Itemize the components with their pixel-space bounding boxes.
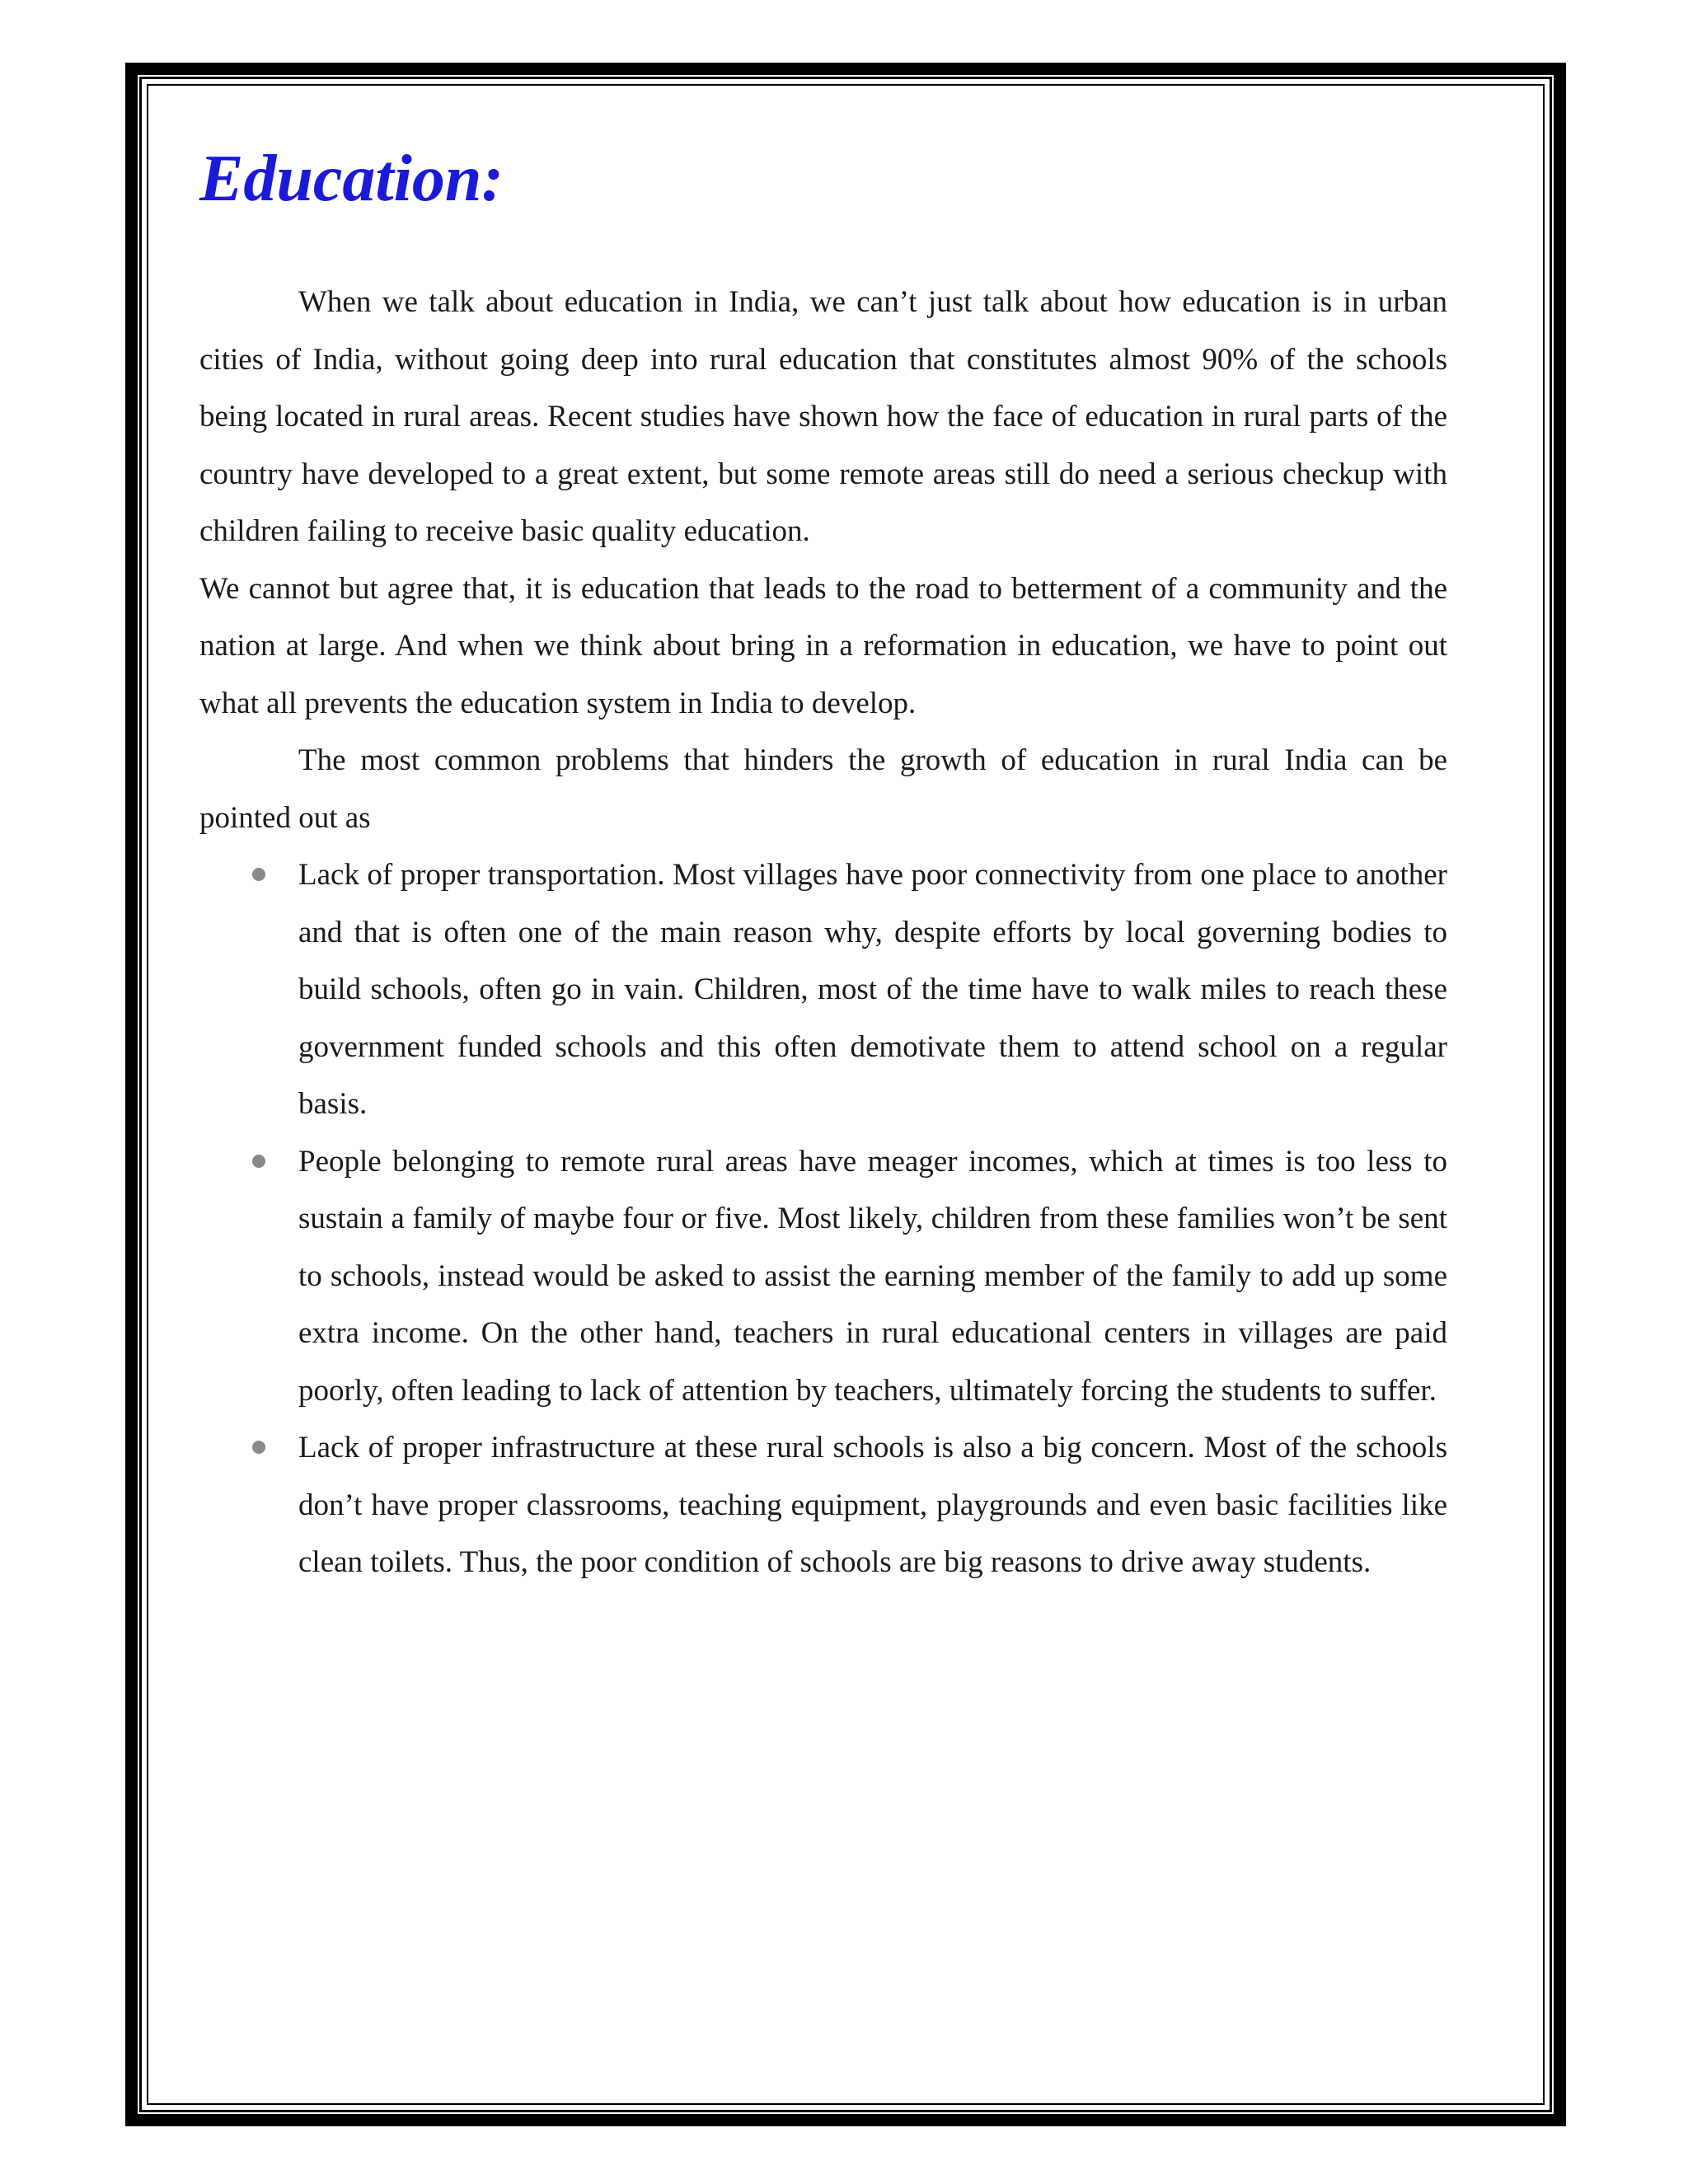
list-item-text: Lack of proper infrastructure at these rural schools is also a big concern. Most of the schools don’t have proper classrooms, teaching equipment, playgrounds and even basic facilities like clean toilets. Thus, the poor condition of schools are big reasons to drive away students. xyxy=(298,1431,1447,1579)
page-title: Education: xyxy=(199,143,504,215)
list-item xyxy=(199,846,1447,1133)
list-item xyxy=(199,1133,1447,1420)
bullet-icon xyxy=(252,1441,265,1454)
list-item-text: People belonging to remote rural areas have meager incomes, which at times is too less to sustain a family of maybe four or five. Most likely, children from these families won’t be sent to schools, instead would be asked to assist the earning member of the family to add up some extra income. On the other hand, teachers in rural educational centers in villages are paid poorly, often leading to lack of attention by teachers, ultimately forcing the students to suffer. xyxy=(298,1144,1447,1408)
bullet-icon xyxy=(252,1155,265,1168)
bullet-icon xyxy=(252,868,265,881)
list-item-text: Lack of proper transportation. Most villages have poor connectivity from one place to another and that is often one of the main reason why, despite efforts by local governing bodies to build schools, often go in vain. Children, most of the time have to walk miles to reach these government funded schools and this often demotivate them to attend school on a regular basis. xyxy=(298,858,1447,1121)
paragraph-intro: When we talk about education in India, we can’t just talk about how education is in urban cities of India, without going deep into rural education that constitutes almost 90% of the schools being located in rural areas. Recent studies have shown how the face of education in rural parts of the country have developed to a great extent, but some remote areas still do need a serious checkup with children failing to receive basic quality education. xyxy=(199,285,1447,548)
problems-list xyxy=(199,846,1447,1591)
document-body xyxy=(199,140,1447,1591)
paragraph-agreement: We cannot but agree that, it is education that leads to the road to betterment of a community and the nation at large. And when we think about bring in a reformation in education, we have to point out what all prevents the education system in India to develop. xyxy=(199,571,1447,720)
list-item xyxy=(199,1419,1447,1591)
paragraph-problems-intro: The most common problems that hinders the growth of education in rural India can be pointed out as xyxy=(199,743,1447,835)
